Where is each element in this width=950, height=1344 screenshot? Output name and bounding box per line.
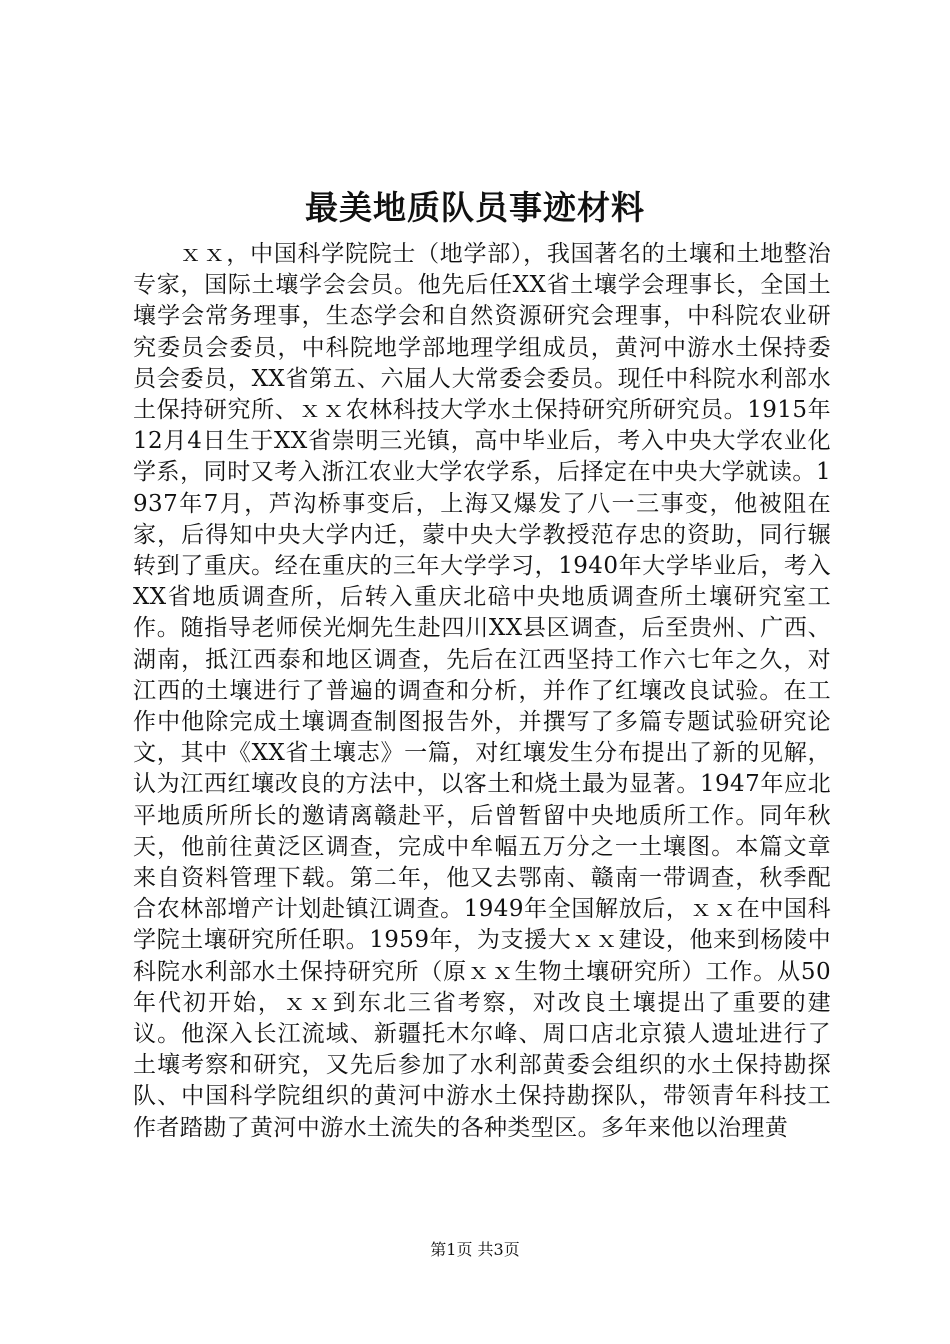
document-title: 最美地质队员事迹材料 [305,188,645,227]
page-footer: 第1页 共3页 [430,1240,520,1259]
document-body-paragraph: ｘｘ，中国科学院院士（地学部），我国著名的土壤和土地整治专家，国际土壤学会会员。他先后任XX省土壤学会理事长，全国土壤学会常务理事，生态学会和自然资源研究会理事，中科院农业研究委员会委员，中科院地学部地理学组成员，黄河中游水土保持委员会委员，XX省第五、六届人大常委会委员。现任中科院水利部水土保持研究所、ｘｘ农林科技大学水土保持研究所研究员。1915年12月4日生于XX省崇明三光镇，高中毕业后，考入中央大学农业化学系，同时又考入浙江农业大学农学系，后择定在中央大学就读。1937年7月，芦沟桥事变后，上海又爆发了八一三事变，他被阻在家，后得知中央大学内迁，蒙中央大学教授范存忠的资助，同行辗转到了重庆。经在重庆的三年大学学习，1940年大学毕业后，考入XX省地质调查所，后转入重庆北碚中央地质调查所土壤研究室工作。随指导老师侯光炯先生赴四川XX县区调查，后至贵州、广西、湖南，抵江西泰和地区调查，先后在江西坚持工作六七年之久，对江西的土壤进行了普遍的调查和分析，并作了红壤改良试验。在工作中他除完成土壤调查制图报告外，并撰写了多篇专题试验研究论文，其中《XX省土壤志》一篇，对红壤发生分布提出了新的见解，认为江西红壤改良的方法中，以客土和烧土最为显著。1947年应北平地质所所长的邀请离赣赴平，后曾暂留中央地质所工作。同年秋天，他前往黄泛区调查，完成中牟幅五万分之一土壤图。本篇文章来自资料管理下载。第二年，他又去鄂南、赣南一带调查，秋季配合农林部增产计划赴镇江调查。1949年全国解放后，ｘｘ在中国科学院土壤研究所任职。1959年，为支援大ｘｘ建设，他来到杨陵中科院水利部水土保持研究所（原ｘｘ生物土壤研究所）工作。从50年代初开始，ｘｘ到东北三省考察，对改良土壤提出了重要的建议。他深入长江流域、新疆托木尔峰、周口店北京猿人遗址进行了土壤考察和研究，又先后参加了水利部黄委会组织的水土保持勘探队、中国科学院组织的黄河中游水土保持勘探队，带领青年科技工作者踏勘了黄河中游水土流失的各种类型区。多年来他以治理黄 [133,241,831,1141]
